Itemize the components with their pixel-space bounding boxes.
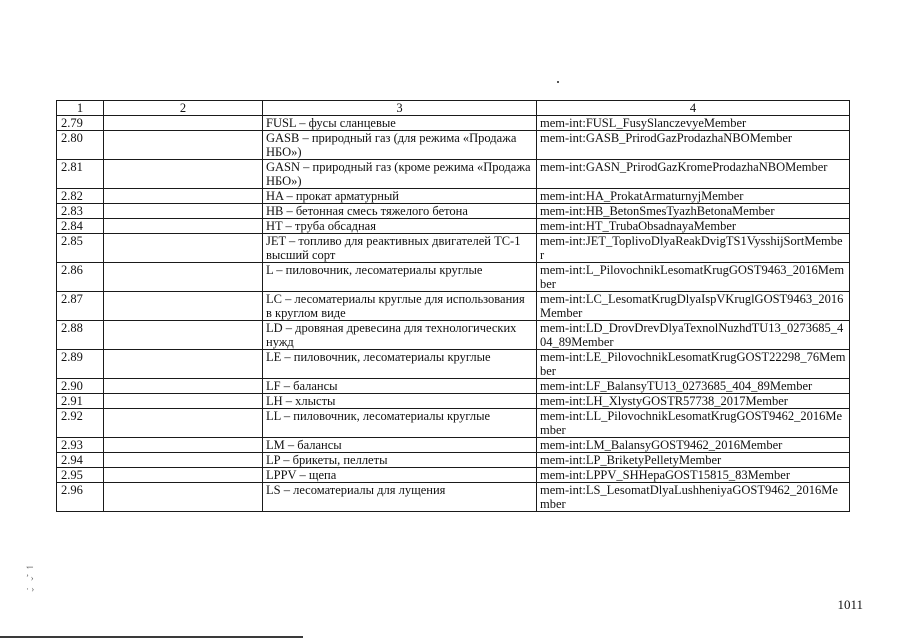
row-number: 2.91 — [57, 394, 104, 409]
row-col2 — [104, 219, 263, 234]
row-col2 — [104, 394, 263, 409]
row-description: HA – прокат арматурный — [263, 189, 537, 204]
row-description: LL – пиловочник, лесоматериалы круглые — [263, 409, 537, 438]
row-code: mem-int:LF_BalansyTU13_0273685_404_89Member — [537, 379, 850, 394]
row-description: FUSL – фусы сланцевые — [263, 116, 537, 131]
row-number: 2.88 — [57, 321, 104, 350]
table-row — [57, 263, 850, 292]
row-code: mem-int:HT_TrubaObsadnayaMember — [537, 219, 850, 234]
table-row — [57, 483, 850, 512]
table-row — [57, 379, 850, 394]
row-code: mem-int:LE_PilovochnikLesomatKrugGOST22298_76Member — [537, 350, 850, 379]
header-col-4: 4 — [537, 101, 850, 116]
row-description: GASB – природный газ (для режима «Продажа НБО») — [263, 131, 537, 160]
row-col2 — [104, 379, 263, 394]
row-number: 2.92 — [57, 409, 104, 438]
scan-speck — [557, 81, 559, 83]
row-description: LH – хлысты — [263, 394, 537, 409]
table-row — [57, 292, 850, 321]
row-number: 2.90 — [57, 379, 104, 394]
row-description: L – пиловочник, лесоматериалы круглые — [263, 263, 537, 292]
table-row — [57, 189, 850, 204]
row-number: 2.81 — [57, 160, 104, 189]
row-number: 2.83 — [57, 204, 104, 219]
table-row — [57, 160, 850, 189]
row-code: mem-int:L_PilovochnikLesomatKrugGOST9463_2016Member — [537, 263, 850, 292]
table-row — [57, 394, 850, 409]
row-number: 2.96 — [57, 483, 104, 512]
row-col2 — [104, 438, 263, 453]
row-col2 — [104, 131, 263, 160]
table-row — [57, 234, 850, 263]
header-col-3: 3 — [263, 101, 537, 116]
table-header-row — [57, 101, 850, 116]
row-description: LP – брикеты, пеллеты — [263, 453, 537, 468]
row-number: 2.79 — [57, 116, 104, 131]
row-col2 — [104, 409, 263, 438]
table-row — [57, 453, 850, 468]
row-code: mem-int:LD_DrovDrevDlyaTexnolNuzhdTU13_0273685_404_89Member — [537, 321, 850, 350]
row-description: LF – балансы — [263, 379, 537, 394]
row-number: 2.82 — [57, 189, 104, 204]
row-code: mem-int:GASN_PrirodGazKromeProdazhaNBOMember — [537, 160, 850, 189]
table-row — [57, 321, 850, 350]
row-description: HT – труба обсадная — [263, 219, 537, 234]
row-col2 — [104, 204, 263, 219]
row-col2 — [104, 189, 263, 204]
row-code: mem-int:HA_ProkatArmaturnyjMember — [537, 189, 850, 204]
row-code: mem-int:LS_LesomatDlyaLushheniyaGOST9462_2016Member — [537, 483, 850, 512]
row-number: 2.89 — [57, 350, 104, 379]
row-number: 2.84 — [57, 219, 104, 234]
row-description: HB – бетонная смесь тяжелого бетона — [263, 204, 537, 219]
row-col2 — [104, 321, 263, 350]
row-description: LPPV – щепа — [263, 468, 537, 483]
table-row — [57, 438, 850, 453]
row-code: mem-int:LH_XlystyGOSTR57738_2017Member — [537, 394, 850, 409]
table-row — [57, 116, 850, 131]
margin-mark: ’ › — [26, 573, 34, 583]
table-row — [57, 409, 850, 438]
row-col2 — [104, 116, 263, 131]
margin-mark: · › — [26, 584, 35, 594]
row-code: mem-int:GASB_PrirodGazProdazhaNBOMember — [537, 131, 850, 160]
row-col2 — [104, 292, 263, 321]
row-description: JET – топливо для реактивных двигателей ТС-1 высший сорт — [263, 234, 537, 263]
row-description: LM – балансы — [263, 438, 537, 453]
table-body — [57, 116, 850, 512]
table-row — [57, 219, 850, 234]
row-col2 — [104, 350, 263, 379]
table-row — [57, 468, 850, 483]
row-number: 2.94 — [57, 453, 104, 468]
spec-table — [56, 100, 850, 512]
row-code: mem-int:LM_BalansyGOST9462_2016Member — [537, 438, 850, 453]
row-description: LC – лесоматериалы круглые для использования в круглом виде — [263, 292, 537, 321]
bottom-rule — [0, 636, 303, 638]
row-description: GASN – природный газ (кроме режима «Продажа НБО») — [263, 160, 537, 189]
margin-marks — [26, 562, 34, 595]
row-col2 — [104, 468, 263, 483]
row-number: 2.80 — [57, 131, 104, 160]
table-row — [57, 204, 850, 219]
row-code: mem-int:JET_ToplivoDlyaReakDvigTS1VysshijSortMember — [537, 234, 850, 263]
row-description: LD – дровяная древесина для технологических нужд — [263, 321, 537, 350]
row-code: mem-int:LP_BriketyPelletyMember — [537, 453, 850, 468]
row-col2 — [104, 234, 263, 263]
row-code: mem-int:LPPV_SHHepaGOST15815_83Member — [537, 468, 850, 483]
row-code: mem-int:HB_BetonSmesTyazhBetonaMember — [537, 204, 850, 219]
table-wrapper — [56, 100, 849, 512]
header-col-1: 1 — [57, 101, 104, 116]
row-col2 — [104, 483, 263, 512]
header-col-2: 2 — [104, 101, 263, 116]
row-number: 2.85 — [57, 234, 104, 263]
row-number: 2.95 — [57, 468, 104, 483]
row-description: LS – лесоматериалы для лущения — [263, 483, 537, 512]
row-code: mem-int:LL_PilovochnikLesomatKrugGOST9462_2016Member — [537, 409, 850, 438]
row-description: LE – пиловочник, лесоматериалы круглые — [263, 350, 537, 379]
page-number: 1011 — [837, 597, 863, 612]
row-col2 — [104, 453, 263, 468]
row-col2 — [104, 263, 263, 292]
row-number: 2.93 — [57, 438, 104, 453]
row-col2 — [104, 160, 263, 189]
row-number: 2.86 — [57, 263, 104, 292]
row-code: mem-int:LC_LesomatKrugDlyaIspVKruglGOST9463_2016Member — [537, 292, 850, 321]
row-code: mem-int:FUSL_FusySlanczevyeMember — [537, 116, 850, 131]
table-row — [57, 350, 850, 379]
table-row — [57, 131, 850, 160]
row-number: 2.87 — [57, 292, 104, 321]
margin-mark: ↽ — [26, 562, 34, 572]
